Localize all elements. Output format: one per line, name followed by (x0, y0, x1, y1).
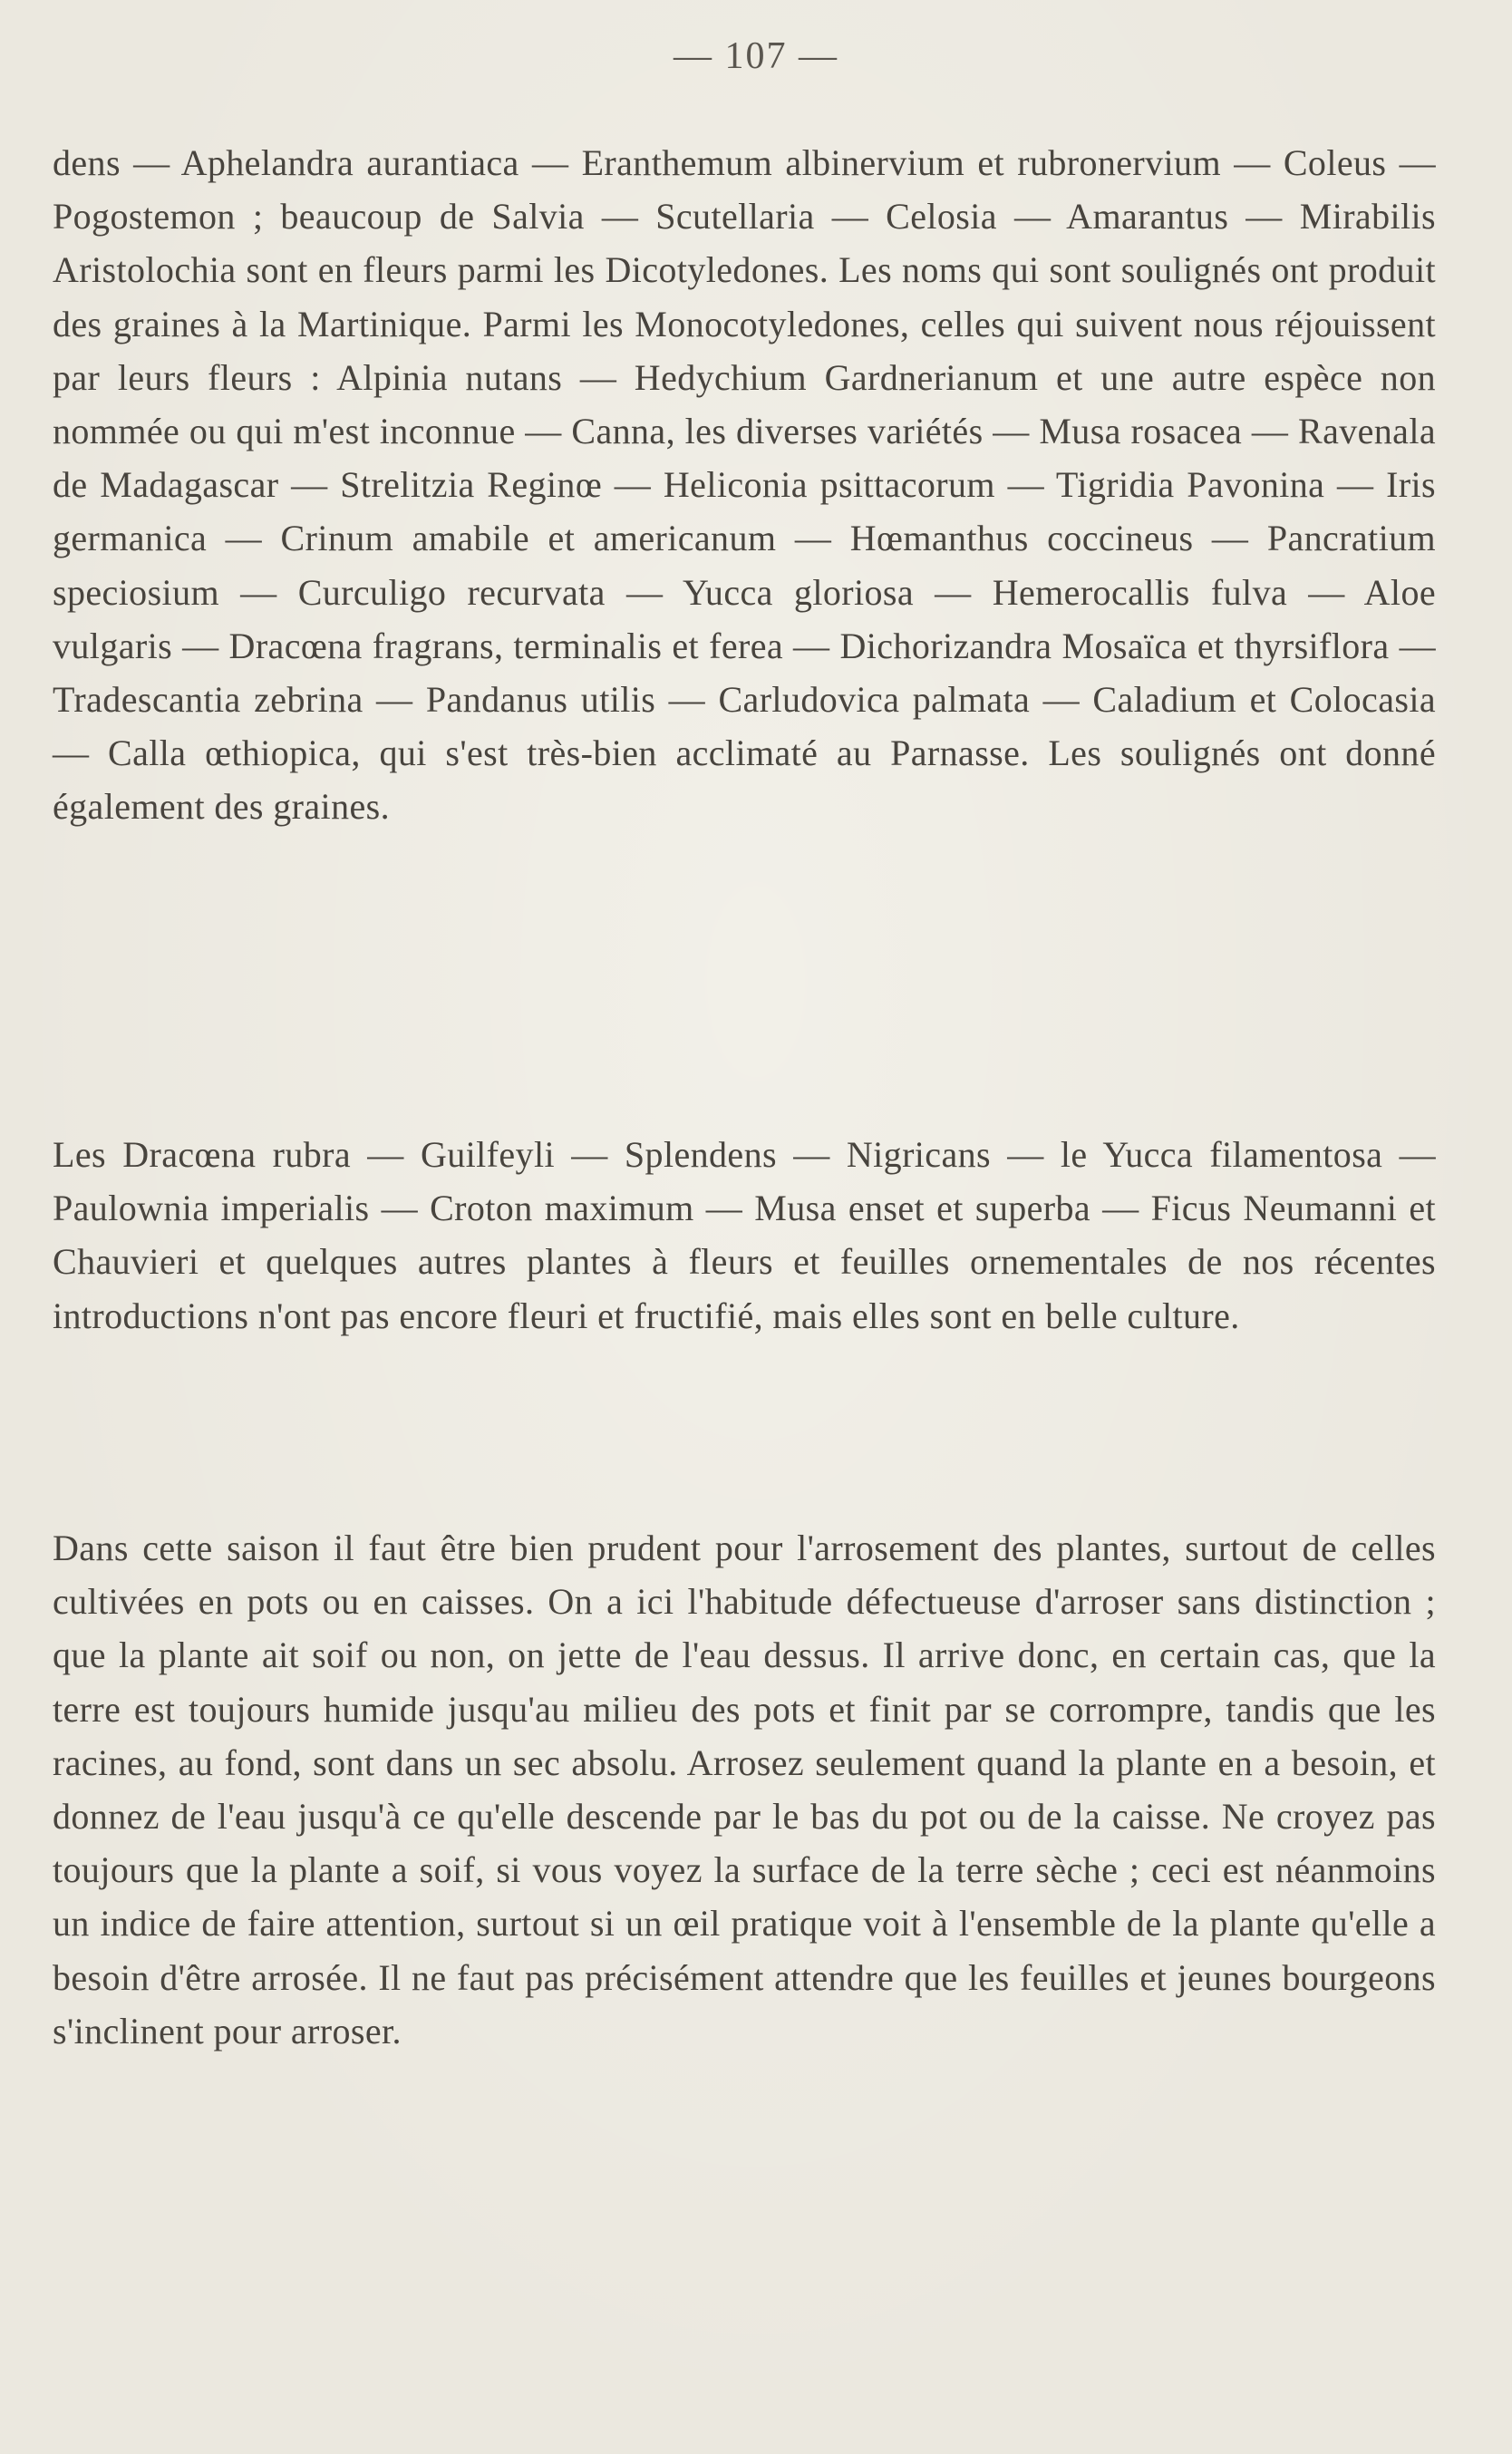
paragraph-text: Les Dracœna rubra — Guilfeyli — Splendens — Nigricans — le Yucca filamentosa — Paulownia imperialis — Croton maximum — Musa enset et superba — Ficus Neumanni et Chauvieri et quelques autres plantes à fleurs et feuilles ornementales de nos récentes introductions n'ont pas encore fleuri et fructifié, mais elles sont en belle culture. (53, 1134, 1436, 1336)
paragraph-text: Dans cette saison il faut être bien prudent pour l'arrosement des plantes, surtout de celles cultivées en pots ou en caisses. On a ici l'habitude défectueuse d'arroser sans distinction ; que la plante ait soif ou non, on jette de l'eau dessus. Il arrive donc, en certain cas, que la terre est toujours humide jusqu'au milieu des pots et finit par se corrompre, tandis que les racines, au fond, sont dans un sec absolu. Arrosez seulement quand la plante en a besoin, et donnez de l'eau jusqu'à ce qu'elle descende par le bas du pot ou de la caisse. Ne croyez pas toujours que la plante a soif, si vous voyez la surface de la terre sèche ; ceci est néanmoins un indice de faire attention, surtout si un œil pratique voit à l'ensemble de la plante qu'elle a besoin d'être arrosée. Il ne faut pas précisément attendre que les feuilles et jeunes bourgeons s'inclinent pour arroser. (53, 1528, 1436, 2051)
paragraph-text: dens — Aphelandra aurantiaca — Eranthemum albinervium et rubronervium — Coleus — Pogostemon ; beaucoup de Salvia — Scutellaria — Celosia — Amarantus — Mirabilis Aristolochia sont en fleurs parmi les Dicotyledones. Les noms qui sont soulignés ont produit des graines à la Martinique. Parmi les Monocotyledones, celles qui suivent nous réjouissent par leurs fleurs : Alpinia nutans — Hedychium Gardnerianum et une autre espèce non nommée ou qui m'est inconnue — Canna, les diverses variétés — Musa rosacea — Ravenala de Madagascar — Strelitzia Reginœ — Heliconia psittacorum — Tigridia Pavonina — Iris germanica — Crinum amabile et americanum — Hœmanthus coccineus — Pancratium speciosium — Curculigo recurvata — Yucca gloriosa — Hemerocallis fulva — Aloe vulgaris — Dracœna fragrans, terminalis et ferea — Dichorizandra Mosaïca et thyrsiflora — Tradescantia zebrina — Pandanus utilis — Carludovica palmata — Caladium et Colocasia — Calla œthiopica, qui s'est très-bien acclimaté au Parnasse. Les soulignés ont donné également des graines. (53, 142, 1436, 828)
paragraph-watering-advice (53, 1521, 1436, 2058)
paragraph-plant-list (53, 136, 1436, 834)
page-number: — 107 — (674, 35, 838, 77)
paragraph-new-introductions (53, 1128, 1436, 1343)
